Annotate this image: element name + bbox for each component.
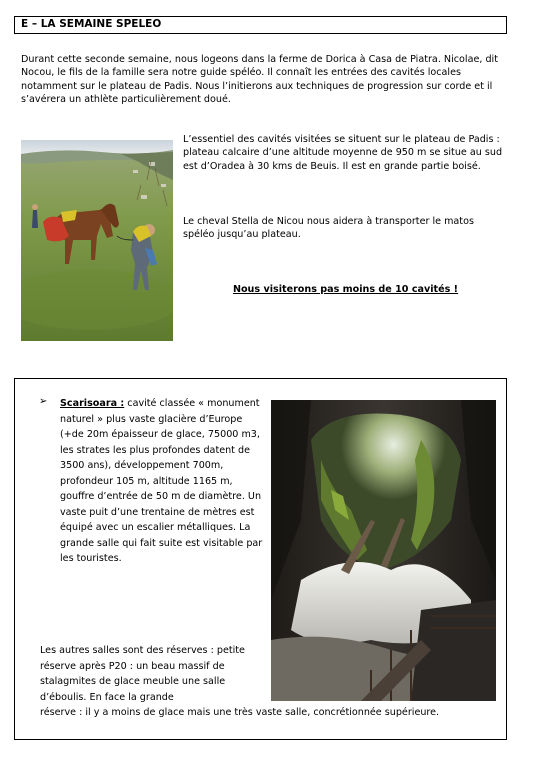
reserves-paragraph: Les autres salles sont des réserves : petite réserve après P20 : un beau massif de stalagmites de glace meuble une salle d’éboulis. En face la grande	[40, 645, 245, 703]
scarisoara-name: Scarisoara :	[60, 398, 125, 409]
intro-paragraph: Durant cette seconde semaine, nous logeons dans la ferme de Dorica à Casa de Piatra. Nicolae, dit Nocou, le fils de la famille sera notre guide spéléo. Il connaît les entrées des cavités locales notamment sur le plateau de Padis. Nous l’initierons aux techniques de progression sur corde et il s’avérera un athlète particulièrement doué.	[21, 54, 498, 106]
bullet-arrow-icon: ➢	[39, 396, 48, 407]
scarisoara-description: cavité classée « monument naturel » plus vaste glacière d’Europe (+de 20m épaisseur de glace, 75000 m3, les strates les plus profondes datent de 3500 ans), développement 700m, profondeur 105 m, altitude 1165 m, gouffre d’entrée de 50 m de diamètre. Un vaste puit d’une trentaine de mètres est équipé avec un escalier métalliques. La grande salle qui fait suite est visitable par les touristes.	[60, 398, 263, 564]
reserves-paragraph-continued: réserve : il y a moins de glace mais une très vaste salle, concrétionnée supérieure.	[40, 707, 440, 718]
section-header	[14, 16, 507, 34]
plateau-paragraph: L’essentiel des cavités visitées se situent sur le plateau de Padis : plateau calcaire d’une altitude moyenne de 950 m se situe au sud est d’Oradea à 30 kms de Beuis. Il est en grande partie boisé.	[183, 134, 503, 172]
section-title: E – LA SEMAINE SPELEO	[21, 18, 162, 30]
highlight-statement: Nous visiterons pas moins de 10 cavités !	[232, 284, 459, 295]
ice-cave-photo	[271, 400, 496, 701]
horse-paragraph: Le cheval Stella de Nicou nous aidera à transporter le matos spéléo jusqu’au plateau.	[183, 216, 474, 241]
scarisoara-paragraph	[60, 396, 265, 567]
horse-photo	[21, 140, 173, 341]
